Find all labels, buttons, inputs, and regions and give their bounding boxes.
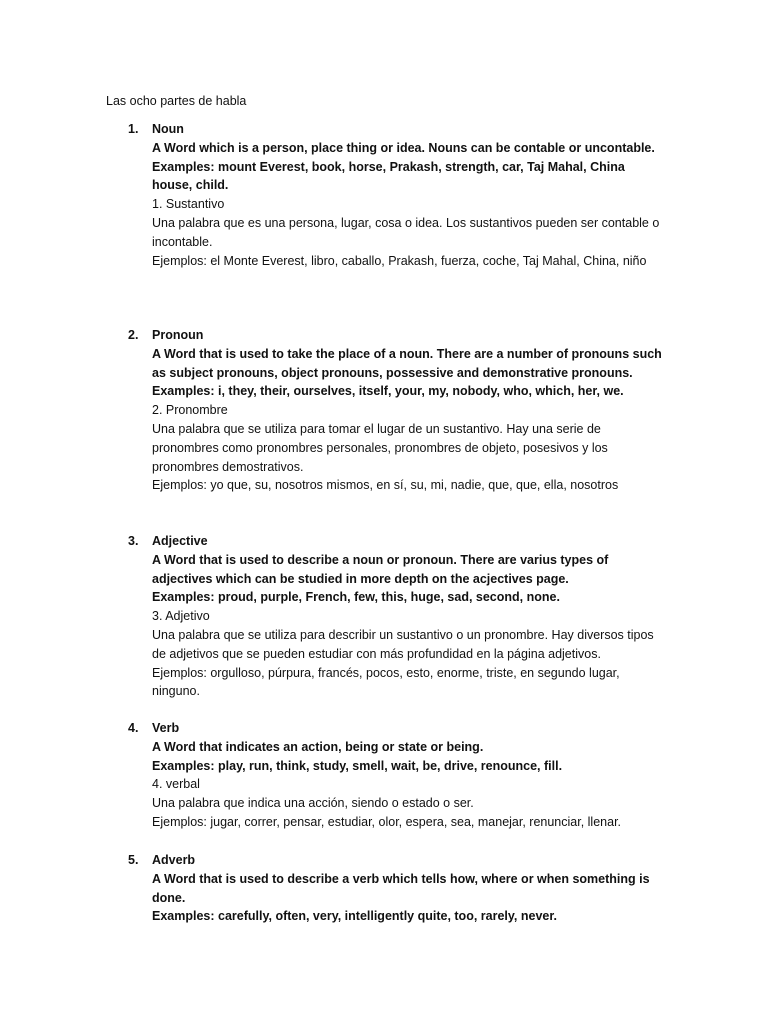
item-es-heading: 4. verbal (152, 777, 200, 792)
item-es-heading: 3. Adjetivo (152, 609, 210, 624)
item-content (152, 326, 662, 495)
item-number: 3. (128, 534, 139, 548)
item-content (152, 120, 662, 270)
item-definition: A Word which is a person, place thing or idea. Nouns can be contable or uncontable. (152, 140, 655, 155)
item-examples: Examples: carefully, often, very, intelligently quite, too, rarely, never. (152, 909, 557, 924)
item-number: 4. (128, 721, 139, 735)
item-term: Adverb (152, 853, 196, 867)
item-number: 5. (128, 853, 139, 867)
item-examples: Examples: play, run, think, study, smell, wait, be, drive, renounce, fill. (152, 758, 563, 773)
item-term: Noun (152, 122, 184, 136)
item-es-definition: Una palabra que se utiliza para describir un sustantivo o un pronombre. Hay diversos tipos de adjetivos que se pueden estudiar con más profundidad en la página adjetivos. (152, 627, 654, 661)
item-definition: A Word that is used to describe a verb which tells how, where or when something is done. (152, 871, 650, 905)
item-term: Adjective (152, 534, 208, 548)
item-es-examples: Ejemplos: yo que, su, nosotros mismos, en sí, su, mi, nadie, que, que, ella, nosotros (152, 478, 619, 493)
item-es-definition: Una palabra que es una persona, lugar, cosa o idea. Los sustantivos pueden ser contable o incontable. (152, 215, 660, 249)
item-examples: Examples: proud, purple, French, few, this, huge, sad, second, none. (152, 590, 560, 605)
item-definition: A Word that is used to take the place of a noun. There are a number of pronouns such as subject pronouns, object pronouns, possessive and demonstrative pronouns. (152, 346, 662, 380)
item-content (152, 851, 662, 926)
item-es-examples: Ejemplos: el Monte Everest, libro, caballo, Prakash, fuerza, coche, Taj Mahal, China, niño (152, 253, 647, 268)
item-number: 1. (128, 122, 139, 136)
item-es-heading: 1. Sustantivo (152, 197, 225, 212)
item-examples: Examples: mount Everest, book, horse, Prakash, strength, car, Taj Mahal, China house, child. (152, 159, 625, 193)
item-content (152, 719, 662, 832)
item-number: 2. (128, 328, 139, 342)
document-title: Las ocho partes de habla (106, 94, 247, 108)
item-es-examples: Ejemplos: jugar, correr, pensar, estudiar, olor, espera, sea, manejar, renunciar, llenar. (152, 814, 622, 829)
item-term: Verb (152, 721, 180, 735)
item-definition: A Word that indicates an action, being or state or being. (152, 739, 484, 754)
item-es-examples: Ejemplos: orgulloso, púrpura, francés, pocos, esto, enorme, triste, en segundo lugar, ninguno. (152, 665, 620, 699)
item-es-heading: 2. Pronombre (152, 403, 228, 418)
item-es-definition: Una palabra que se utiliza para tomar el lugar de un sustantivo. Hay una serie de pronombres como pronombres personales, pronombres de objeto, posesivos y los pronombres demostrativos. (152, 421, 608, 474)
item-term: Pronoun (152, 328, 204, 342)
item-es-definition: Una palabra que indica una acción, siendo o estado o ser. (152, 796, 474, 811)
item-content (152, 532, 662, 701)
item-definition: A Word that is used to describe a noun or pronoun. There are varius types of adjectives which can be studied in more depth on the acjectives page. (152, 552, 609, 586)
item-examples: Examples: i, they, their, ourselves, itself, your, my, nobody, who, which, her, we. (152, 384, 624, 399)
